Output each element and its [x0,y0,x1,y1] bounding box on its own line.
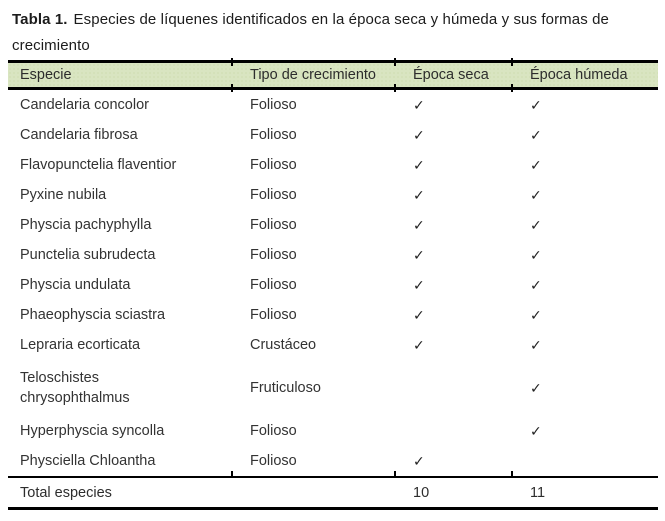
check-icon: ✓ [530,186,542,203]
check-icon: ✓ [413,96,425,113]
column-divider-tick [511,58,513,66]
species-name: Punctelia subrudecta [20,247,156,263]
check-icon: ✓ [530,96,542,113]
epoca-seca-cell [395,187,512,204]
epoca-humeda-cell [512,127,658,144]
col-header-epoca-seca: Época seca [413,67,489,83]
epoca-humeda-cell [512,217,658,234]
total-epoca-seca: 10 [413,484,430,501]
check-icon: ✓ [413,336,425,353]
column-divider-tick [231,84,233,92]
table-caption [12,7,654,59]
column-divider-tick [231,58,233,66]
species-name: Phaeophyscia sciastra [20,307,166,323]
total-row [8,476,658,510]
column-divider-tick [511,471,513,478]
growth-type: Folioso [250,247,297,263]
species-name: Candelaria fibrosa [20,127,138,143]
col-header-tipo: Tipo de crecimiento [250,67,376,83]
check-icon: ✓ [530,422,542,439]
column-divider-tick [394,58,396,66]
check-icon: ✓ [413,216,425,233]
species-name: Flavopunctelia flaventior [20,157,177,173]
epoca-humeda-cell [512,423,658,440]
species-name: Pyxine nubila [20,187,107,203]
total-label: Total especies [20,484,112,501]
column-divider-tick [231,471,233,478]
table-row [8,270,658,300]
epoca-seca-cell [395,97,512,114]
table-row [8,90,658,120]
check-icon: ✓ [530,336,542,353]
table-row [8,120,658,150]
growth-type: Folioso [250,97,297,113]
species-name: Lepraria ecorticata [20,337,141,353]
table-row [8,360,658,416]
growth-type: Folioso [250,277,297,293]
growth-type: Folioso [250,217,297,233]
growth-type: Folioso [250,157,297,173]
epoca-humeda-cell [512,307,658,324]
table-row [8,300,658,330]
column-divider-tick [394,84,396,92]
check-icon: ✓ [530,379,542,396]
check-icon: ✓ [413,452,425,469]
table-row [8,210,658,240]
check-icon: ✓ [530,306,542,323]
column-divider-tick [511,84,513,92]
check-icon: ✓ [413,156,425,173]
table-row [8,330,658,360]
check-icon: ✓ [530,156,542,173]
check-icon: ✓ [413,126,425,143]
total-epoca-humeda: 11 [530,484,546,501]
epoca-humeda-cell [512,337,658,354]
col-header-especie: Especie [20,67,72,83]
table-row [8,416,658,446]
check-icon: ✓ [413,276,425,293]
growth-type: Folioso [250,423,297,439]
check-icon: ✓ [413,246,425,263]
epoca-seca-cell [395,277,512,294]
species-name: Physcia pachyphylla [20,217,152,233]
epoca-humeda-cell [512,157,658,174]
check-icon: ✓ [413,306,425,323]
check-icon: ✓ [530,126,542,143]
table-row [8,240,658,270]
epoca-humeda-cell [512,187,658,204]
epoca-humeda-cell [512,97,658,114]
growth-type: Folioso [250,453,297,469]
check-icon: ✓ [530,276,542,293]
species-name: Hyperphyscia syncolla [20,423,165,439]
growth-type: Crustáceo [250,337,317,353]
table-body [8,90,658,476]
species-name: Candelaria concolor [20,97,149,113]
epoca-seca-cell [395,217,512,234]
growth-type: Folioso [250,307,297,323]
check-icon: ✓ [530,216,542,233]
col-header-epoca-humeda: Época húmeda [530,67,628,83]
species-name: Physciella Chloantha [20,453,156,469]
check-icon: ✓ [530,246,542,263]
check-icon: ✓ [413,186,425,203]
epoca-seca-cell [395,337,512,354]
epoca-humeda-cell [512,247,658,264]
caption-label: Tabla 1. [12,11,68,28]
species-name: Physcia undulata [20,277,131,293]
epoca-seca-cell [395,157,512,174]
epoca-seca-cell [395,247,512,264]
table-header-row [8,60,658,90]
table-row [8,180,658,210]
table-row [8,150,658,180]
growth-type: Fruticuloso [250,380,321,396]
caption-text: Especies de líquenes identificados en la época seca y húmeda y sus formas de crecimiento [12,11,609,54]
epoca-seca-cell [395,307,512,324]
epoca-seca-cell [395,127,512,144]
species-table [8,60,658,510]
species-name: Teloschistes chrysophthalmus [20,370,130,406]
epoca-humeda-cell [512,277,658,294]
table-row [8,446,658,476]
epoca-humeda-cell [512,380,658,397]
growth-type: Folioso [250,187,297,203]
epoca-seca-cell [395,453,512,470]
column-divider-tick [394,471,396,478]
growth-type: Folioso [250,127,297,143]
